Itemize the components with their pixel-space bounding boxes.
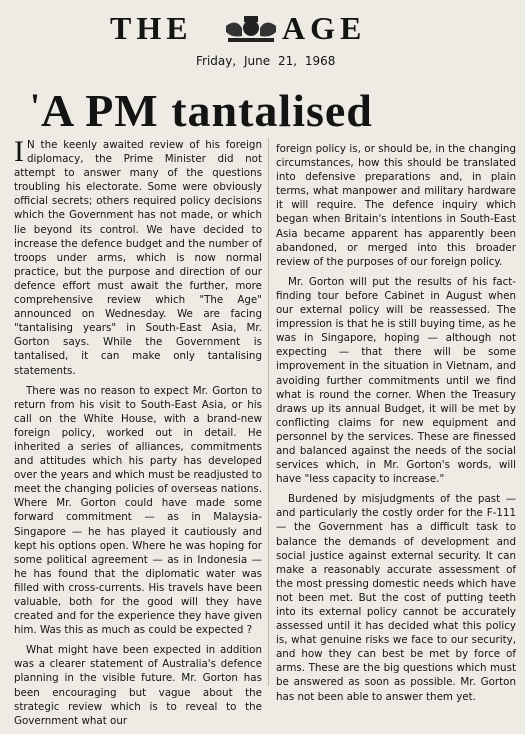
drop-cap: I: [14, 135, 24, 168]
headline-quote-mark: ': [30, 86, 42, 126]
article-paragraph: [14, 135, 262, 378]
article-paragraph: foreign policy is, or should be, in the changing circumstances, how this should be translated into defensive preparations and, in plain terms, what manpower and military hardware it will require. The defence inquiry which began when Britain's intentions in South-East Asia became apparent has apparently been abandoned, or merged into this broader review of the purposes of our foreign policy.: [276, 143, 516, 268]
masthead: [0, 8, 525, 48]
article-column-left: [14, 135, 262, 734]
masthead-title-left: THE: [110, 10, 193, 46]
column-rule: [268, 138, 269, 686]
article-paragraph: Mr. Gorton will put the results of his fact-finding tour before Cabinet in August when our external policy will be reassessed. The impression is that he is still buying time, as he was in Singapore, hoping — although not expecting — that there will be some improvement in the situation in Vietnam, and avoiding further commitments until we find what is round the corner. When the Treasury draws up its annual Budget, it will be met by conflicting claims for new equipment and personnel by the services. These are finessed and balanced against the needs of the social services which, in Mr. Gorton's words, will have "less capacity to increase.": [276, 275, 517, 486]
masthead-title-right: AGE: [282, 10, 367, 46]
article-paragraph: Burdened by misjudgments of the past — and particularly the costly order for the F-111 — the Government has a difficult task to balance the demands of development and social justice against external security. It can make a reasonably accurate assessment of the most pressing domestic needs which have not been met. But the cost of putting teeth into its external policy cannot be accurately assessed until it has decided what this policy is, what genuine risks we face to our security, and how they can best be met by force of arms. These are the big questions which must be answered as soon as possible. Mr. Gorton has not been able to answer them yet.: [276, 493, 516, 703]
article-column-right: [276, 142, 516, 710]
crest-icon: [222, 14, 280, 44]
headline: [30, 78, 373, 139]
paragraph-text: N the keenly awaited review of his foreign diplomacy, the Prime Minister did not attempt to answer many of the questions troubling his electorate. Some were obviously official secrets; others required policy decisions which the Government has not made, or which lie beyond its control. We have decided to increase the defence budget and the number of troops under arms, which is now normal practice, but the purpose and direction of our defence effort must await the further, more comprehensive review which "The Age" announced on Wednesday. We are facing "tantalising years" in South-East Asia, Mr. Gorton says. While the Government is tantalised, it can make only tantalising statements.: [14, 139, 262, 377]
headline-text: A PM tantalised: [41, 85, 373, 136]
dateline: Friday, June 21, 1968: [196, 54, 336, 68]
article-paragraph: There was no reason to expect Mr. Gorton to return from his visit to South-East Asia, or his call on the White House, with a brand-new foreign policy, worked out in detail. He inherited a series of alliances, commitments and attitudes which his party has developed over the years and which must be readjusted to meet the changing policies of overseas nations. Where Mr. Gorton could have made some forward commitment — as in Malaysia-Singapore — he has played it cautiously and kept his options open. Where he was hoping for some political agreement — as in Indonesia — he has found that the diplomatic water was filled with cross-currents. His travels have been valuable, both for the good will they have created and for the experience they have given him. Was this as much as could be expected ?: [14, 384, 262, 637]
article-paragraph: What might have been expected in addition was a clearer statement of Australia's defence planning in the visible future. Mr. Gorton has been encouraging but vague about the strategic review which is to reveal to the Government what our: [14, 644, 262, 727]
